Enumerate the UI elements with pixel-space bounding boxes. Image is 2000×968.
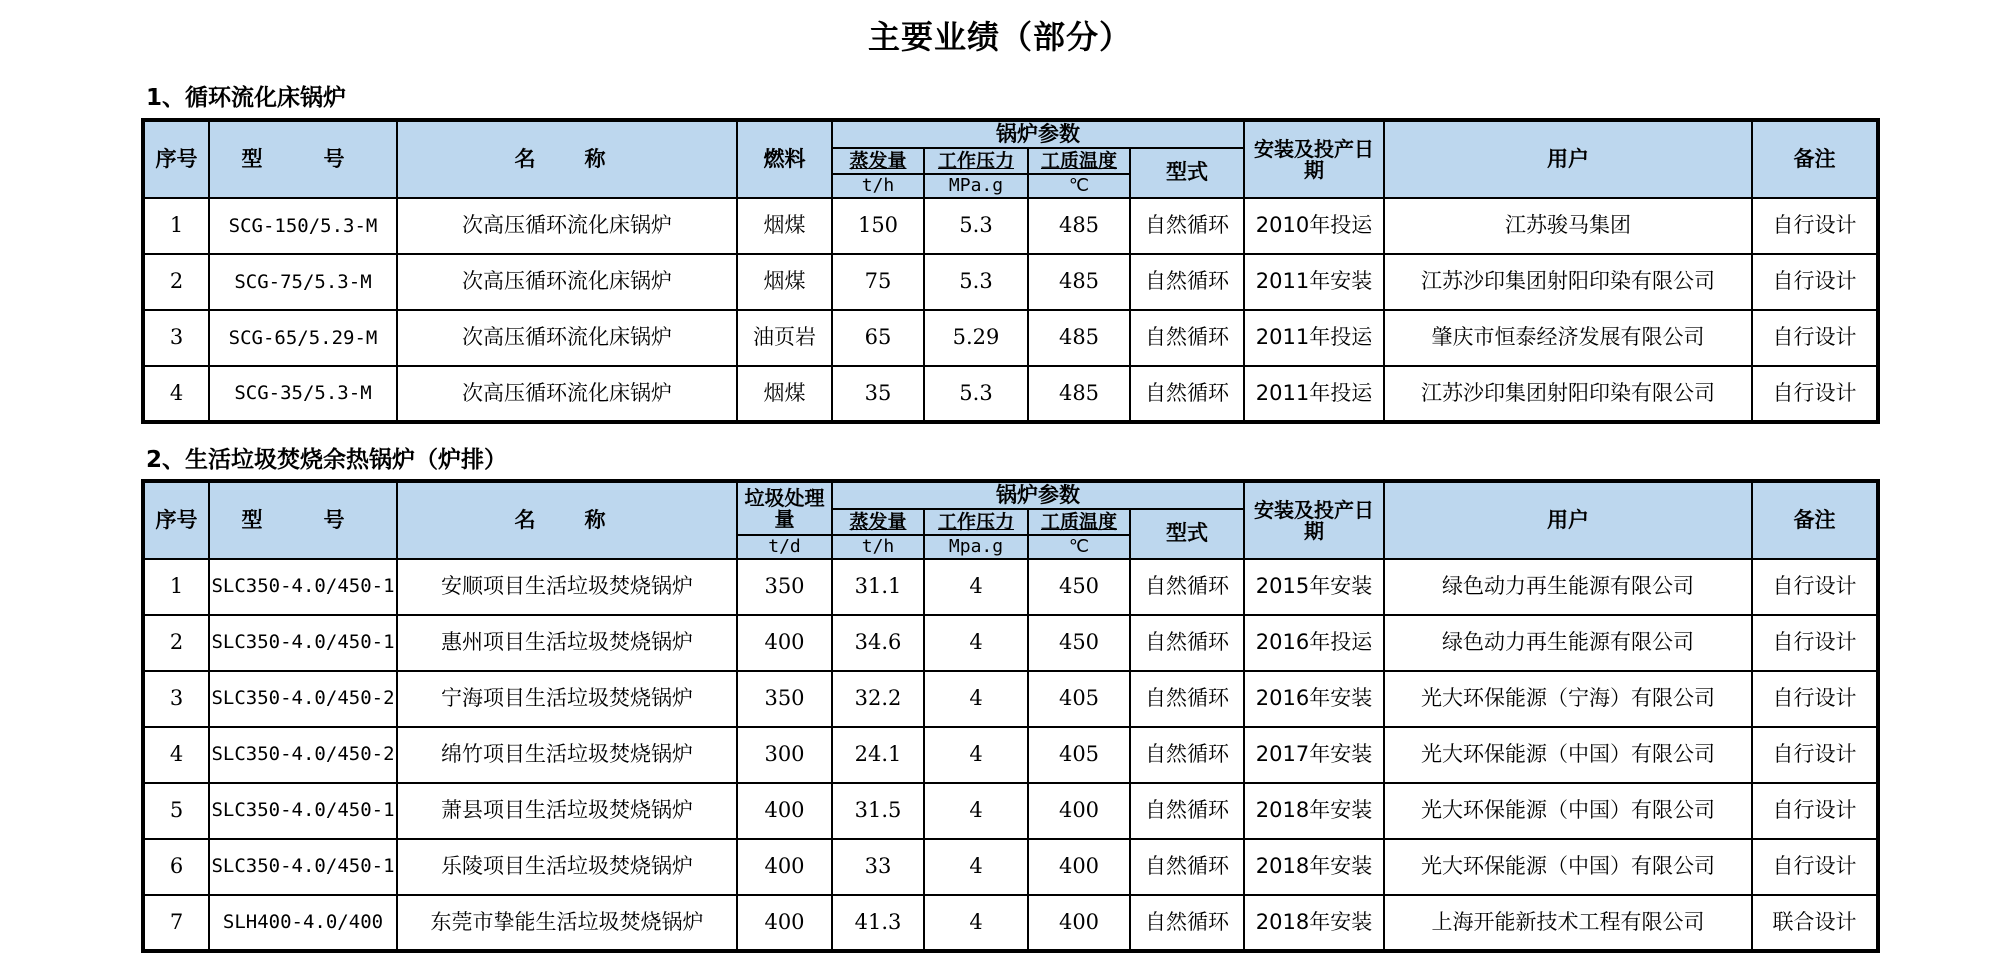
cell-temp: 485 [1028, 254, 1130, 310]
header-user: 用户 [1384, 481, 1752, 559]
header-date: 安装及投产日期 [1244, 481, 1384, 559]
cell-date: 2010年投运 [1244, 198, 1384, 254]
cell-steam: 75 [832, 254, 924, 310]
cell-capacity: 400 [737, 615, 832, 671]
cell-note: 自行设计 [1752, 559, 1878, 615]
cell-seq: 4 [143, 366, 209, 422]
cell-steam: 35 [832, 366, 924, 422]
header-name: 名 称 [397, 481, 737, 559]
cell-model: SLC350-4.0/450-2 [209, 727, 397, 783]
cell-temp: 450 [1028, 559, 1130, 615]
cell-user: 绿色动力再生能源有限公司 [1384, 559, 1752, 615]
cell-date: 2018年安装 [1244, 895, 1384, 951]
cell-seq: 1 [143, 198, 209, 254]
cell-note: 自行设计 [1752, 783, 1878, 839]
cell-fuel: 烟煤 [737, 366, 832, 422]
cell-pressure: 5.3 [924, 198, 1028, 254]
cell-capacity: 400 [737, 895, 832, 951]
cell-steam: 41.3 [832, 895, 924, 951]
cell-capacity: 400 [737, 839, 832, 895]
cell-type: 自然循环 [1130, 254, 1244, 310]
header-boiler-params: 锅炉参数 [832, 481, 1244, 509]
cell-seq: 6 [143, 839, 209, 895]
cell-temp: 485 [1028, 198, 1130, 254]
cell-note: 自行设计 [1752, 254, 1878, 310]
cell-pressure: 4 [924, 895, 1028, 951]
cell-name: 东莞市挚能生活垃圾焚烧锅炉 [397, 895, 737, 951]
cell-pressure: 4 [924, 559, 1028, 615]
cell-user: 绿色动力再生能源有限公司 [1384, 615, 1752, 671]
cell-pressure: 4 [924, 783, 1028, 839]
header-boiler-params: 锅炉参数 [832, 120, 1244, 148]
cell-steam: 31.1 [832, 559, 924, 615]
header-model: 型 号 [209, 481, 397, 559]
section-title-cfb-boilers: 1、循环流化床锅炉 [146, 85, 347, 111]
header-seq: 序号 [143, 481, 209, 559]
cell-date: 2016年投运 [1244, 615, 1384, 671]
header-temp: 工质温度 [1028, 509, 1130, 535]
cell-date: 2018年安装 [1244, 783, 1384, 839]
cell-user: 光大环保能源（中国）有限公司 [1384, 783, 1752, 839]
cell-temp: 450 [1028, 615, 1130, 671]
cell-note: 自行设计 [1752, 366, 1878, 422]
table-row [143, 254, 1878, 310]
cell-model: SLC350-4.0/450-1 [209, 839, 397, 895]
header-temp: 工质温度 [1028, 148, 1130, 174]
header-capacity-unit: t/d [737, 535, 832, 559]
cell-model: SLC350-4.0/450-1 [209, 615, 397, 671]
cell-type: 自然循环 [1130, 198, 1244, 254]
cell-model: SLC350-4.0/450-1 [209, 783, 397, 839]
cell-user: 肇庆市恒泰经济发展有限公司 [1384, 310, 1752, 366]
cell-capacity: 400 [737, 783, 832, 839]
cell-steam: 65 [832, 310, 924, 366]
header-steam: 蒸发量 [832, 509, 924, 535]
cell-type: 自然循环 [1130, 783, 1244, 839]
cell-date: 2015年安装 [1244, 559, 1384, 615]
cell-pressure: 4 [924, 727, 1028, 783]
cell-type: 自然循环 [1130, 895, 1244, 951]
cell-steam: 33 [832, 839, 924, 895]
cell-temp: 485 [1028, 310, 1130, 366]
cell-pressure: 5.3 [924, 254, 1028, 310]
cell-temp: 400 [1028, 783, 1130, 839]
cell-note: 自行设计 [1752, 310, 1878, 366]
cell-temp: 400 [1028, 895, 1130, 951]
cell-capacity: 350 [737, 559, 832, 615]
cell-seq: 7 [143, 895, 209, 951]
cell-model: SCG-75/5.3-M [209, 254, 397, 310]
table-row [143, 727, 1878, 783]
cell-date: 2011年安装 [1244, 254, 1384, 310]
header-note: 备注 [1752, 120, 1878, 198]
cell-temp: 405 [1028, 671, 1130, 727]
header-type: 型式 [1130, 509, 1244, 559]
cell-pressure: 4 [924, 671, 1028, 727]
cell-temp: 405 [1028, 727, 1130, 783]
cell-type: 自然循环 [1130, 366, 1244, 422]
header-pressure: 工作压力 [924, 148, 1028, 174]
cell-fuel: 烟煤 [737, 254, 832, 310]
cell-pressure: 5.3 [924, 366, 1028, 422]
page-title: 主要业绩（部分） [867, 18, 1132, 56]
cell-type: 自然循环 [1130, 727, 1244, 783]
cell-note: 自行设计 [1752, 727, 1878, 783]
header-date: 安装及投产日期 [1244, 120, 1384, 198]
section-title-waste-boilers: 2、生活垃圾焚烧余热锅炉（炉排） [146, 447, 508, 473]
cell-date: 2017年安装 [1244, 727, 1384, 783]
table-row [143, 615, 1878, 671]
cell-name: 次高压循环流化床锅炉 [397, 366, 737, 422]
cell-user: 江苏骏马集团 [1384, 198, 1752, 254]
cell-date: 2011年投运 [1244, 366, 1384, 422]
cell-name: 乐陵项目生活垃圾焚烧锅炉 [397, 839, 737, 895]
cell-seq: 3 [143, 310, 209, 366]
table-row [143, 198, 1878, 254]
table-row [143, 895, 1878, 951]
cell-user: 江苏沙印集团射阳印染有限公司 [1384, 366, 1752, 422]
cell-date: 2016年安装 [1244, 671, 1384, 727]
cell-name: 绵竹项目生活垃圾焚烧锅炉 [397, 727, 737, 783]
cell-fuel: 烟煤 [737, 198, 832, 254]
cell-name: 次高压循环流化床锅炉 [397, 254, 737, 310]
header-fuel: 燃料 [737, 120, 832, 198]
header-capacity: 垃圾处理量 [737, 481, 832, 535]
table-row [143, 783, 1878, 839]
header-temp-unit: ℃ [1028, 174, 1130, 198]
cell-note: 自行设计 [1752, 839, 1878, 895]
cell-model: SLH400-4.0/400 [209, 895, 397, 951]
cell-note: 自行设计 [1752, 615, 1878, 671]
cell-temp: 485 [1028, 366, 1130, 422]
header-type: 型式 [1130, 148, 1244, 198]
table-row [143, 839, 1878, 895]
cell-capacity: 350 [737, 671, 832, 727]
cell-name: 次高压循环流化床锅炉 [397, 310, 737, 366]
cell-user: 上海开能新技术工程有限公司 [1384, 895, 1752, 951]
cell-steam: 32.2 [832, 671, 924, 727]
cell-type: 自然循环 [1130, 615, 1244, 671]
table-row [143, 310, 1878, 366]
cell-seq: 2 [143, 615, 209, 671]
cell-date: 2011年投运 [1244, 310, 1384, 366]
cell-steam: 34.6 [832, 615, 924, 671]
cell-model: SCG-35/5.3-M [209, 366, 397, 422]
cell-name: 惠州项目生活垃圾焚烧锅炉 [397, 615, 737, 671]
cell-user: 光大环保能源（中国）有限公司 [1384, 727, 1752, 783]
cell-steam: 150 [832, 198, 924, 254]
table-row [143, 559, 1878, 615]
header-note: 备注 [1752, 481, 1878, 559]
cell-note: 自行设计 [1752, 198, 1878, 254]
cell-seq: 5 [143, 783, 209, 839]
cell-steam: 31.5 [832, 783, 924, 839]
cell-seq: 1 [143, 559, 209, 615]
header-steam-unit: t/h [832, 535, 924, 559]
cell-name: 宁海项目生活垃圾焚烧锅炉 [397, 671, 737, 727]
cell-type: 自然循环 [1130, 839, 1244, 895]
cell-seq: 2 [143, 254, 209, 310]
cell-seq: 3 [143, 671, 209, 727]
header-seq: 序号 [143, 120, 209, 198]
cfb-boiler-table [141, 118, 1880, 424]
waste-boiler-table [141, 479, 1880, 953]
cell-name: 次高压循环流化床锅炉 [397, 198, 737, 254]
cell-pressure: 5.29 [924, 310, 1028, 366]
header-temp-unit: ℃ [1028, 535, 1130, 559]
cell-type: 自然循环 [1130, 310, 1244, 366]
table-row [143, 671, 1878, 727]
cell-fuel: 油页岩 [737, 310, 832, 366]
header-steam: 蒸发量 [832, 148, 924, 174]
cell-pressure: 4 [924, 839, 1028, 895]
cell-model: SLC350-4.0/450-1 [209, 559, 397, 615]
header-pressure-unit: MPa.g [924, 174, 1028, 198]
cell-user: 江苏沙印集团射阳印染有限公司 [1384, 254, 1752, 310]
cell-seq: 4 [143, 727, 209, 783]
header-name: 名 称 [397, 120, 737, 198]
cell-type: 自然循环 [1130, 559, 1244, 615]
cell-name: 萧县项目生活垃圾焚烧锅炉 [397, 783, 737, 839]
cell-name: 安顺项目生活垃圾焚烧锅炉 [397, 559, 737, 615]
cell-steam: 24.1 [832, 727, 924, 783]
header-pressure: 工作压力 [924, 509, 1028, 535]
table-row [143, 366, 1878, 422]
cell-user: 光大环保能源（宁海）有限公司 [1384, 671, 1752, 727]
header-steam-unit: t/h [832, 174, 924, 198]
header-model: 型 号 [209, 120, 397, 198]
cell-capacity: 300 [737, 727, 832, 783]
cell-model: SLC350-4.0/450-2 [209, 671, 397, 727]
cell-date: 2018年安装 [1244, 839, 1384, 895]
cell-pressure: 4 [924, 615, 1028, 671]
cell-type: 自然循环 [1130, 671, 1244, 727]
cell-note: 自行设计 [1752, 671, 1878, 727]
cell-model: SCG-150/5.3-M [209, 198, 397, 254]
header-user: 用户 [1384, 120, 1752, 198]
header-pressure-unit: Mpa.g [924, 535, 1028, 559]
cell-note: 联合设计 [1752, 895, 1878, 951]
cell-model: SCG-65/5.29-M [209, 310, 397, 366]
cell-temp: 400 [1028, 839, 1130, 895]
cell-user: 光大环保能源（中国）有限公司 [1384, 839, 1752, 895]
